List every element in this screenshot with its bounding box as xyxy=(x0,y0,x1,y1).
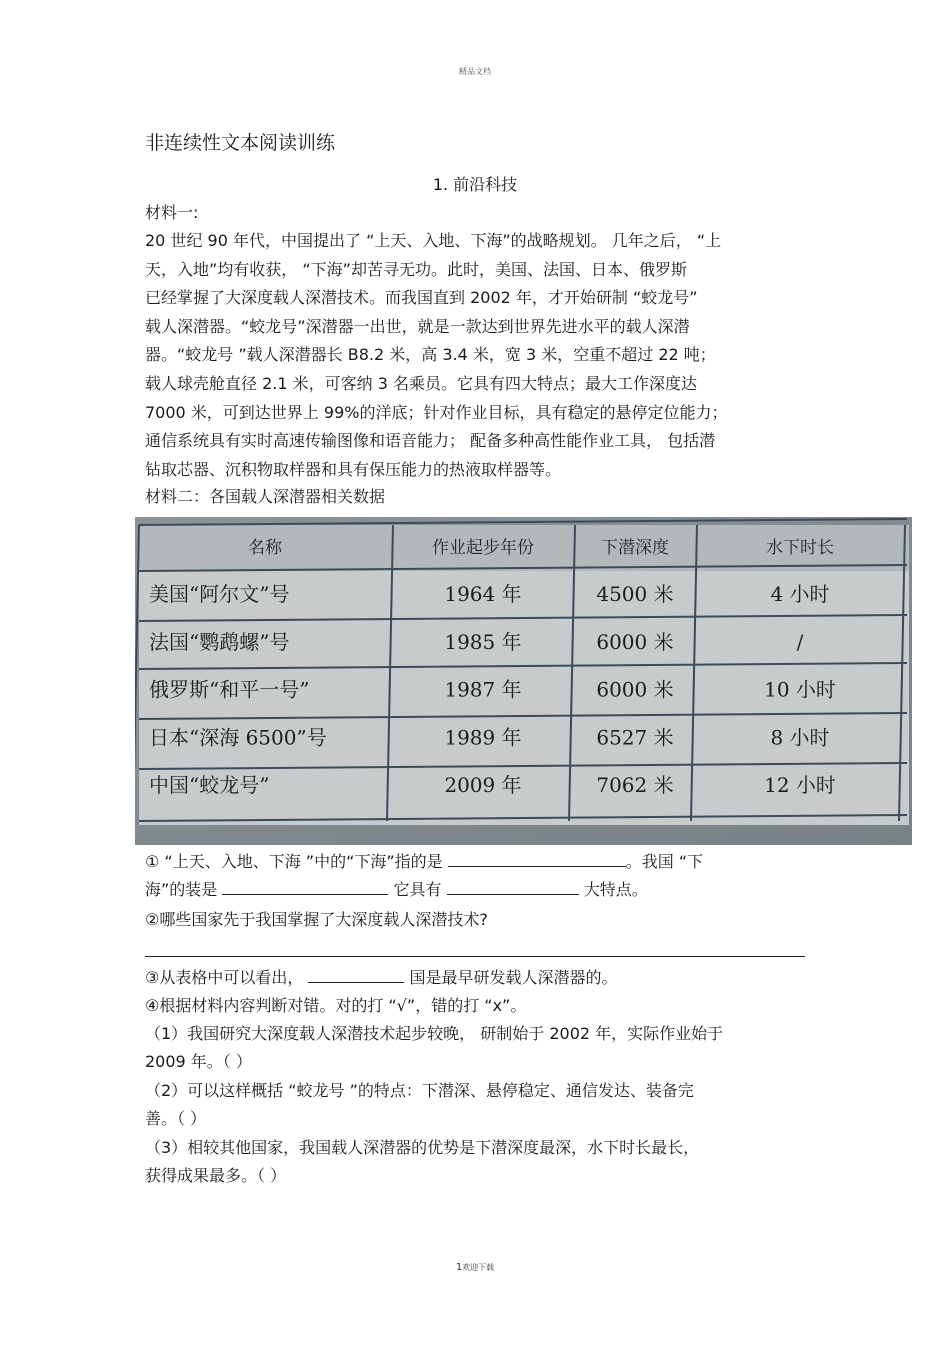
q1-text-a: ① “上天、入地、下海 ”中的“下海”指的是 xyxy=(145,852,443,871)
material1-line: 载人深潜器。“蛟龙号”深潜器一出世，就是一款达到世界先进水平的载人深潜 xyxy=(145,316,690,336)
table-col-line xyxy=(135,525,139,821)
material1-line: 钻取芯器、沉积物取样器和具有保压能力的热液取样器等。 xyxy=(145,459,562,479)
q4-item-1-line1: （1）我国研究大深度载人深潜技术起步较晚， 研制始于 2002 年，实际作业始于 xyxy=(145,1024,724,1043)
table-cell: 12 小时 xyxy=(764,773,836,798)
section-title: 1. 前沿科技 xyxy=(432,175,518,194)
material1-line: 载人球壳舱直径 2.1 米，可客纳 3 名乘员。它具有四大特点；最大工作深度达 xyxy=(145,374,697,393)
q4-item-3-line2: 获得成果最多。（ ） xyxy=(145,1166,287,1185)
table-cell: 6000 米 xyxy=(596,629,674,654)
page-header: 精品文档 xyxy=(459,67,491,76)
data-table xyxy=(135,517,912,845)
table-cell: 美国“阿尔文”号 xyxy=(149,582,290,606)
question-4: ④根据材料内容判断对错。对的打 “√”，错的打 “x”。 xyxy=(145,996,527,1015)
material1-label: 材料一: xyxy=(145,203,199,222)
table-cell: 2009 年 xyxy=(444,773,522,798)
footer-text: 欢迎下载 xyxy=(462,1263,495,1272)
q3-text-a: ③从表格中可以看出， xyxy=(145,968,304,987)
table-cell: 1985 年 xyxy=(444,629,522,654)
table-cell: 1987 年 xyxy=(444,677,522,702)
material1-line: 7000 米，可到达世界上 99%的洋底；针对作业目标，具有稳定的悬停定位能力； xyxy=(145,402,728,422)
table-cell: 4500 米 xyxy=(596,582,674,606)
question-1-line1 xyxy=(145,848,703,876)
page-footer xyxy=(0,1262,950,1273)
material1-line: 器。“蛟龙号 ”载人深潜器长 B8.2 米，高 3.4 米，宽 3 米，空重不超过 22 吨； xyxy=(145,345,716,365)
question-1-line2 xyxy=(145,876,648,904)
table-cell: 日本“深海 6500”号 xyxy=(149,725,327,750)
q1-text-d: 它具有 xyxy=(393,880,442,899)
table-cell: 4 小时 xyxy=(770,582,830,606)
table-cell: 6000 米 xyxy=(596,677,674,702)
q4-item-3-line1: （3）相较其他国家，我国载人深潜器的优势是下潜深度最深，水下时长最长， xyxy=(145,1138,700,1157)
q3-answer-blank[interactable] xyxy=(308,966,404,983)
question-3 xyxy=(145,964,618,992)
table-cell: 法国“鹦鹉螺”号 xyxy=(149,629,290,654)
q4-item-2-line2: 善。（ ） xyxy=(145,1109,207,1128)
table-cell: 中国“蛟龙号” xyxy=(149,773,270,798)
material1-line: 已经掌握了大深度载人深潜技术。而我国直到 2002 年，才开始研制 “蛟龙号” xyxy=(145,288,698,308)
material1-line: 天，入地”均有收获， “下海”却苦寻无功。此时，美国、法国、日本、俄罗斯 xyxy=(145,259,687,279)
table-header-cell: 名称 xyxy=(248,538,282,558)
q1-text-c: 海”的装是 xyxy=(145,880,218,899)
page-number: 1 xyxy=(455,1262,463,1273)
table-cell: 1964 年 xyxy=(444,582,522,606)
table-header-cell: 作业起步年份 xyxy=(432,538,534,558)
q1-text-e: 大特点。 xyxy=(583,880,648,899)
q1-answer-blank-2[interactable] xyxy=(222,878,388,895)
material1-line: 通信系统具有实时高速传输图像和语音能力； 配备多种高性能作业工具， 包括潜 xyxy=(145,431,716,451)
q2-answer-line[interactable] xyxy=(145,956,805,957)
table-cell: 俄罗斯“和平一号” xyxy=(149,677,310,702)
table-cell: 1989 年 xyxy=(444,725,522,750)
q4-item-2-line1: （2）可以这样概括 “蛟龙号 ”的特点：下潜深、悬停稳定、通信发达、装备完 xyxy=(145,1081,694,1100)
table-cell: / xyxy=(796,629,804,654)
table-cell: 8 小时 xyxy=(770,725,830,750)
q1-answer-blank-3[interactable] xyxy=(447,878,579,895)
q4-item-1-line2: 2009 年。（ ） xyxy=(145,1052,252,1071)
table-header-cell: 下潜深度 xyxy=(601,538,669,558)
table-cell: 7062 米 xyxy=(596,773,674,798)
document-title: 非连续性文本阅读训练 xyxy=(145,132,336,154)
q1-text-b: 。我国 “下 xyxy=(625,852,704,871)
question-2: ②哪些国家先于我国掌握了大深度载人深潜技术? xyxy=(145,910,488,929)
table-photo xyxy=(135,517,912,845)
table-row-line xyxy=(139,519,907,525)
material1-line: 20 世纪 90 年代，中国提出了 “上天、入地、下海”的战略规划。 几年之后， “上 xyxy=(145,231,722,250)
q3-text-b: 国是最早研发载人深潜器的。 xyxy=(409,968,618,987)
table-header-cell: 水下时长 xyxy=(766,538,834,558)
table-cell: 6527 米 xyxy=(596,725,674,750)
material2-label: 材料二：各国载人深潜器相关数据 xyxy=(145,487,386,506)
table-cell: 10 小时 xyxy=(764,677,836,702)
q1-answer-blank-1[interactable] xyxy=(448,850,626,867)
